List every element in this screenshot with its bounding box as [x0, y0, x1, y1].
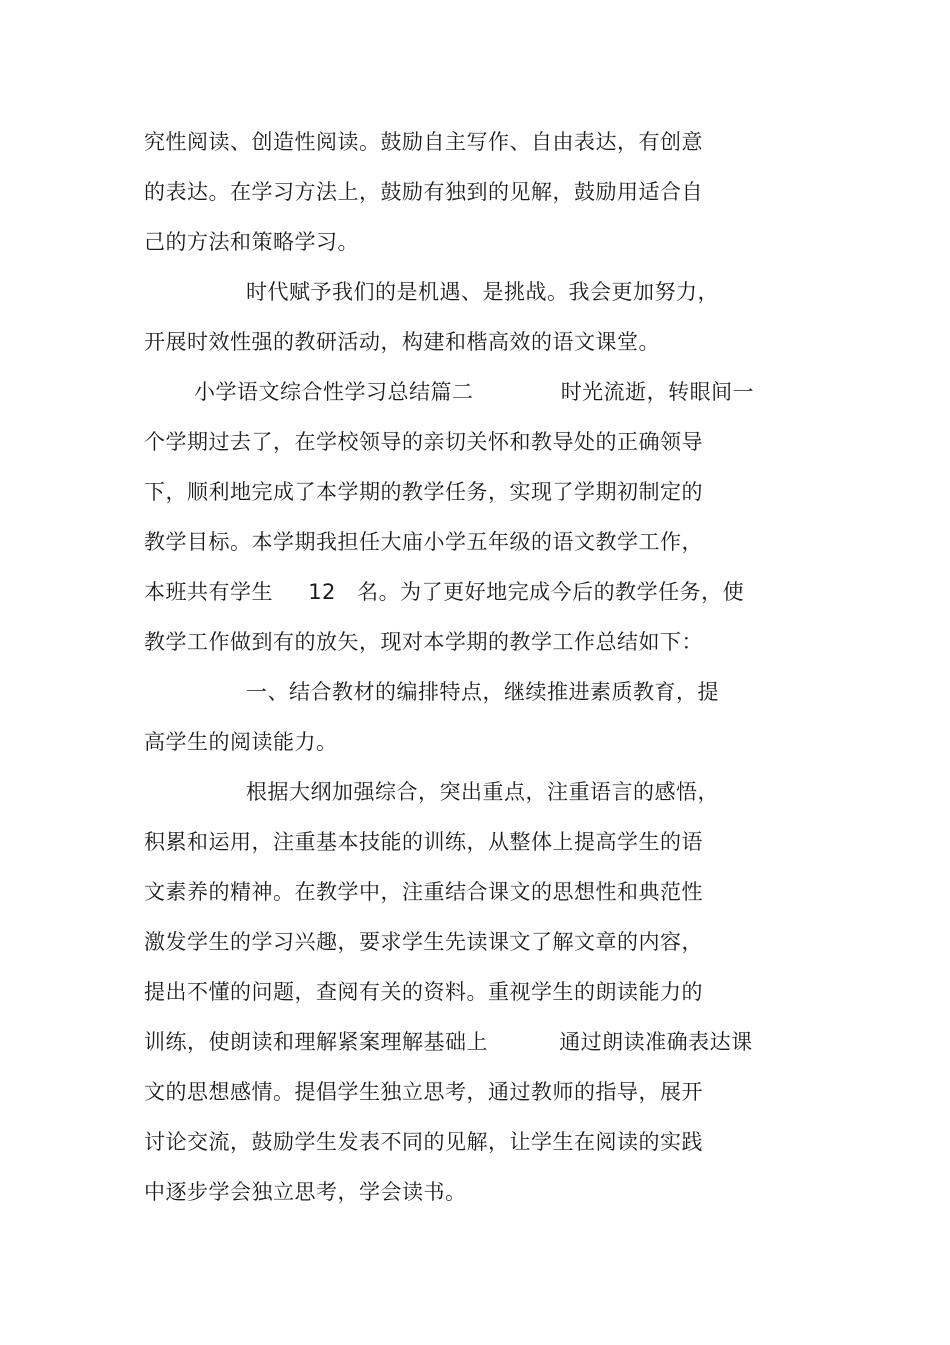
text-segment: 提出不懂的问题，查阅有关的资料。重视学生的朗读能力的 — [144, 980, 703, 1004]
text-line-13 — [144, 728, 338, 756]
text-line-7 — [144, 428, 703, 456]
text-line-16 — [144, 878, 703, 906]
text-line-3 — [144, 228, 359, 256]
text-line-20 — [144, 1078, 703, 1106]
text-segment: 文的思想感情。提倡学生独立思考，通过教师的指导，展开 — [144, 1080, 703, 1104]
text-line-19 — [144, 1028, 753, 1056]
text-line-1 — [144, 128, 703, 156]
text-line-18 — [144, 978, 703, 1006]
text-line-5 — [144, 328, 660, 356]
text-segment: 训练，使朗读和理解紧案理解基础上 — [144, 1030, 488, 1054]
text-segment: 开展时效性强的教研活动，构建和楷高效的语文课堂。 — [144, 330, 660, 354]
text-segment: 的表达。在学习方法上，鼓励有独到的见解，鼓励用适合自 — [144, 180, 703, 204]
text-segment: 文素养的精神。在教学中，注重结合课文的思想性和典范性 — [144, 880, 703, 904]
text-segment: 积累和运用，注重基本技能的训练，从整体上提高学生的语 — [144, 830, 703, 854]
text-line-2 — [144, 178, 703, 206]
text-line-6 — [194, 378, 754, 406]
text-line-22 — [144, 1178, 467, 1206]
text-segment: 讨论交流，鼓励学生发表不同的见解，让学生在阅读的实践 — [144, 1130, 703, 1154]
text-segment: 教学工作做到有的放矢，现对本学期的教学工作总结如下： — [144, 630, 703, 654]
text-segment: 本班共有学生 — [144, 580, 273, 604]
text-segment: 时光流逝，转眼间一 — [560, 380, 755, 404]
text-segment: 一、结合教材的编排特点，继续推进素质教育，提 — [246, 680, 719, 704]
text-segment: 究性阅读、创造性阅读。鼓励自主写作、自由表达，有创意 — [144, 130, 703, 154]
text-line-12 — [246, 678, 719, 706]
section-heading: 小学语文综合性学习总结篇二 — [194, 380, 474, 404]
text-line-11 — [144, 628, 703, 656]
text-segment: 下，顺利地完成了本学期的教学任务，实现了学期初制定的 — [144, 480, 703, 504]
text-segment: 个学期过去了，在学校领导的亲切关怀和教导处的正确领导 — [144, 430, 703, 454]
text-line-9 — [144, 528, 703, 556]
text-line-15 — [144, 828, 703, 856]
text-segment: 己的方法和策略学习。 — [144, 230, 359, 254]
text-segment: 激发学生的学习兴趣，要求学生先读课文了解文章的内容， — [144, 930, 703, 954]
text-line-21 — [144, 1128, 703, 1156]
text-line-14 — [246, 778, 719, 806]
text-segment: 教学目标。本学期我担任大庙小学五年级的语文教学工作， — [144, 530, 703, 554]
text-segment: 高学生的阅读能力。 — [144, 730, 338, 754]
student-count: 12 — [308, 580, 336, 604]
text-segment: 名。为了更好地完成今后的教学任务，使 — [357, 580, 745, 604]
text-line-17 — [144, 928, 703, 956]
text-segment: 根据大纲加强综合，突出重点，注重语言的感悟， — [246, 780, 719, 804]
text-segment: 中逐步学会独立思考，学会读书。 — [144, 1180, 467, 1204]
text-segment: 时代赋予我们的是机遇、是挑战。我会更加努力， — [246, 280, 719, 304]
text-line-10 — [144, 578, 744, 606]
text-line-4 — [246, 278, 719, 306]
text-line-8 — [144, 478, 703, 506]
text-segment: 通过朗读准确表达课 — [559, 1030, 753, 1054]
